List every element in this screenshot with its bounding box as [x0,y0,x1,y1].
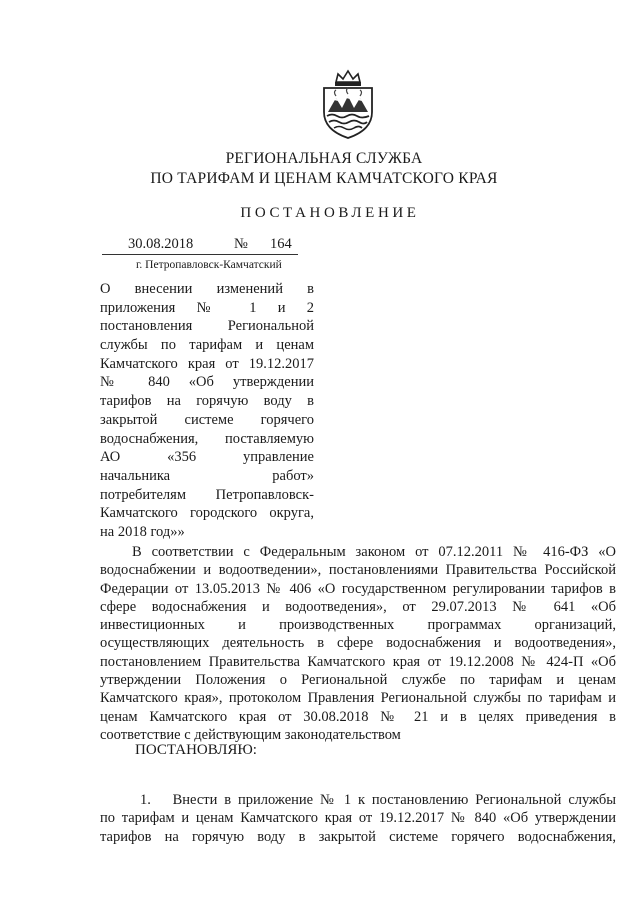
paragraph-line: Федерации от 13.05.2013 № 406 «О государственном регулировании тарифов в [100,580,616,597]
subject-line: водоснабжения, поставляемую [100,430,314,447]
paragraph-line: В соответствии с Федеральным законом от 07.12.2011 № 416-ФЗ «О [132,544,616,560]
paragraph-line: соответствие с действующим законодательством [100,726,401,743]
subject-line: приложения № 1 и 2 [100,299,314,316]
document-type-title: ПОСТАНОВЛЕНИЕ [240,205,420,221]
subject-line: тарифов на горячую воду в [100,393,314,410]
subject-line: АО «356 управление [100,449,314,466]
paragraph-line: 1. Внести в приложение № 1 к постановлению Региональной службы [140,792,616,808]
agency-name-line1: РЕГИОНАЛЬНАЯ СЛУЖБА [225,150,423,167]
subject-line: начальника работ» [100,467,314,484]
agency-name-line2: ПО ТАРИФАМ И ЦЕНАМ КАМЧАТСКОГО КРАЯ [150,170,498,187]
subject-line: № 840 «Об утверждении [100,374,314,391]
document-subject [100,280,314,542]
preamble-paragraph [100,543,616,744]
subject-line: Камчатского края от 19.12.2017 [100,355,314,372]
clause-1-paragraph [100,791,616,846]
resolve-heading: ПОСТАНОВЛЯЮ: [135,742,257,758]
subject-line: службы по тарифам и ценам [100,337,314,354]
paragraph-line: по тарифам и ценам Камчатского края от 19.12.2017 № 840 «Об утверждении [100,810,616,827]
document-number: 164 [270,236,292,252]
paragraph-line: ценам Камчатского края от 30.08.2018 № 21 и в целях приведения в [100,708,616,725]
subject-line: закрытой системе горячего [100,411,314,428]
coat-of-arms-icon [316,68,380,140]
document-date: 30.08.2018 [128,236,194,252]
paragraph-line: постановлением Правительства Камчатского края от 19.12.2008 № 424-П «Об [100,653,616,670]
paragraph-line: водоснабжении и водоотведении», постановлениями Правительства Российской [100,562,616,579]
paragraph-line: сфере водоснабжения и водоотведения», от 29.07.2013 № 641 «Об [100,598,616,615]
paragraph-line: инвестиционных и производственных программах организаций, [100,617,616,634]
subject-line: на 2018 год»» [100,523,185,540]
paragraph-line: Камчатского края», протоколом Правления Региональной службы по тарифам и [100,690,616,707]
subject-line: постановления Региональной [100,318,314,335]
paragraph-line: тарифов на горячую воду в закрытой системе горячего водоснабжения, [100,828,616,845]
date-underline [102,254,298,255]
paragraph-line: утверждении Положения о Региональной службе по тарифам и ценам [100,672,616,689]
number-sign: № [234,236,248,252]
paragraph-line: осуществляющих деятельность в сфере водоснабжения и водоотведения», [100,635,616,652]
document-city: г. Петропавловск-Камчатский [136,259,282,271]
subject-line: Камчатского городского округа, [100,505,314,522]
date-number-line [102,236,298,258]
subject-line: потребителям Петропавловск- [100,486,314,503]
subject-line: О внесении изменений в [100,281,314,297]
